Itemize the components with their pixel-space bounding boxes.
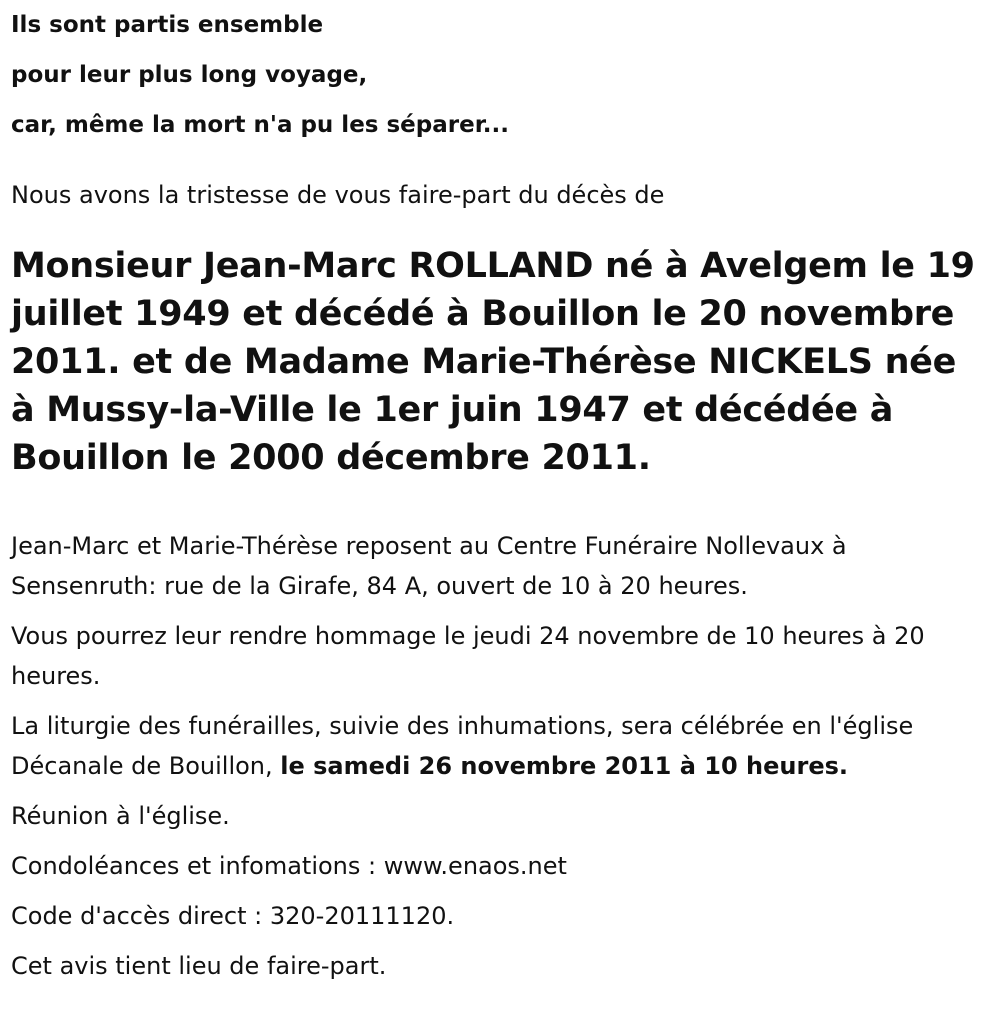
liturgy-paragraph bbox=[11, 706, 991, 786]
intro-text: Nous avons la tristesse de vous faire-part du décès de bbox=[11, 181, 665, 209]
poem-line-1: Ils sont partis ensemble bbox=[11, 12, 324, 38]
homage-paragraph: Vous pourrez leur rendre hommage le jeudi 24 novembre de 10 heures à 20 heures. bbox=[11, 622, 925, 690]
rest-paragraph: Jean-Marc et Marie-Thérèse reposent au Centre Funéraire Nollevaux à Sensenruth: rue de la Girafe, 84 A, ouvert de 10 à 20 heures. bbox=[11, 532, 847, 600]
poem-line-2: pour leur plus long voyage, bbox=[11, 62, 368, 88]
poem-line-3: car, même la mort n'a pu les séparer... bbox=[11, 112, 509, 138]
deceased-headline: Monsieur Jean-Marc ROLLAND né à Avelgem le 19 juillet 1949 et décédé à Bouillon le 20 novembre 2011. et de Madame Marie-Thérèse NICKELS née à Mussy-la-Ville le 1er juin 1947 et décédée à Bouillon le 2000 décembre 2011. bbox=[11, 246, 975, 478]
liturgy-date: le samedi 26 novembre 2011 à 10 heures. bbox=[280, 752, 848, 780]
condolences-paragraph: Condoléances et infomations : www.enaos.net bbox=[11, 852, 567, 880]
liturgy-text: La liturgie des funérailles, suivie des inhumations, sera célébrée en l'église Décanale de Bouillon, bbox=[11, 712, 914, 780]
obituary-notice bbox=[11, 0, 991, 996]
poem bbox=[11, 0, 991, 150]
meeting-paragraph: Réunion à l'église. bbox=[11, 802, 230, 830]
notice-paragraph: Cet avis tient lieu de faire-part. bbox=[11, 952, 387, 980]
notice-body bbox=[11, 526, 991, 986]
access-code-paragraph: Code d'accès direct : 320-20111120. bbox=[11, 902, 455, 930]
